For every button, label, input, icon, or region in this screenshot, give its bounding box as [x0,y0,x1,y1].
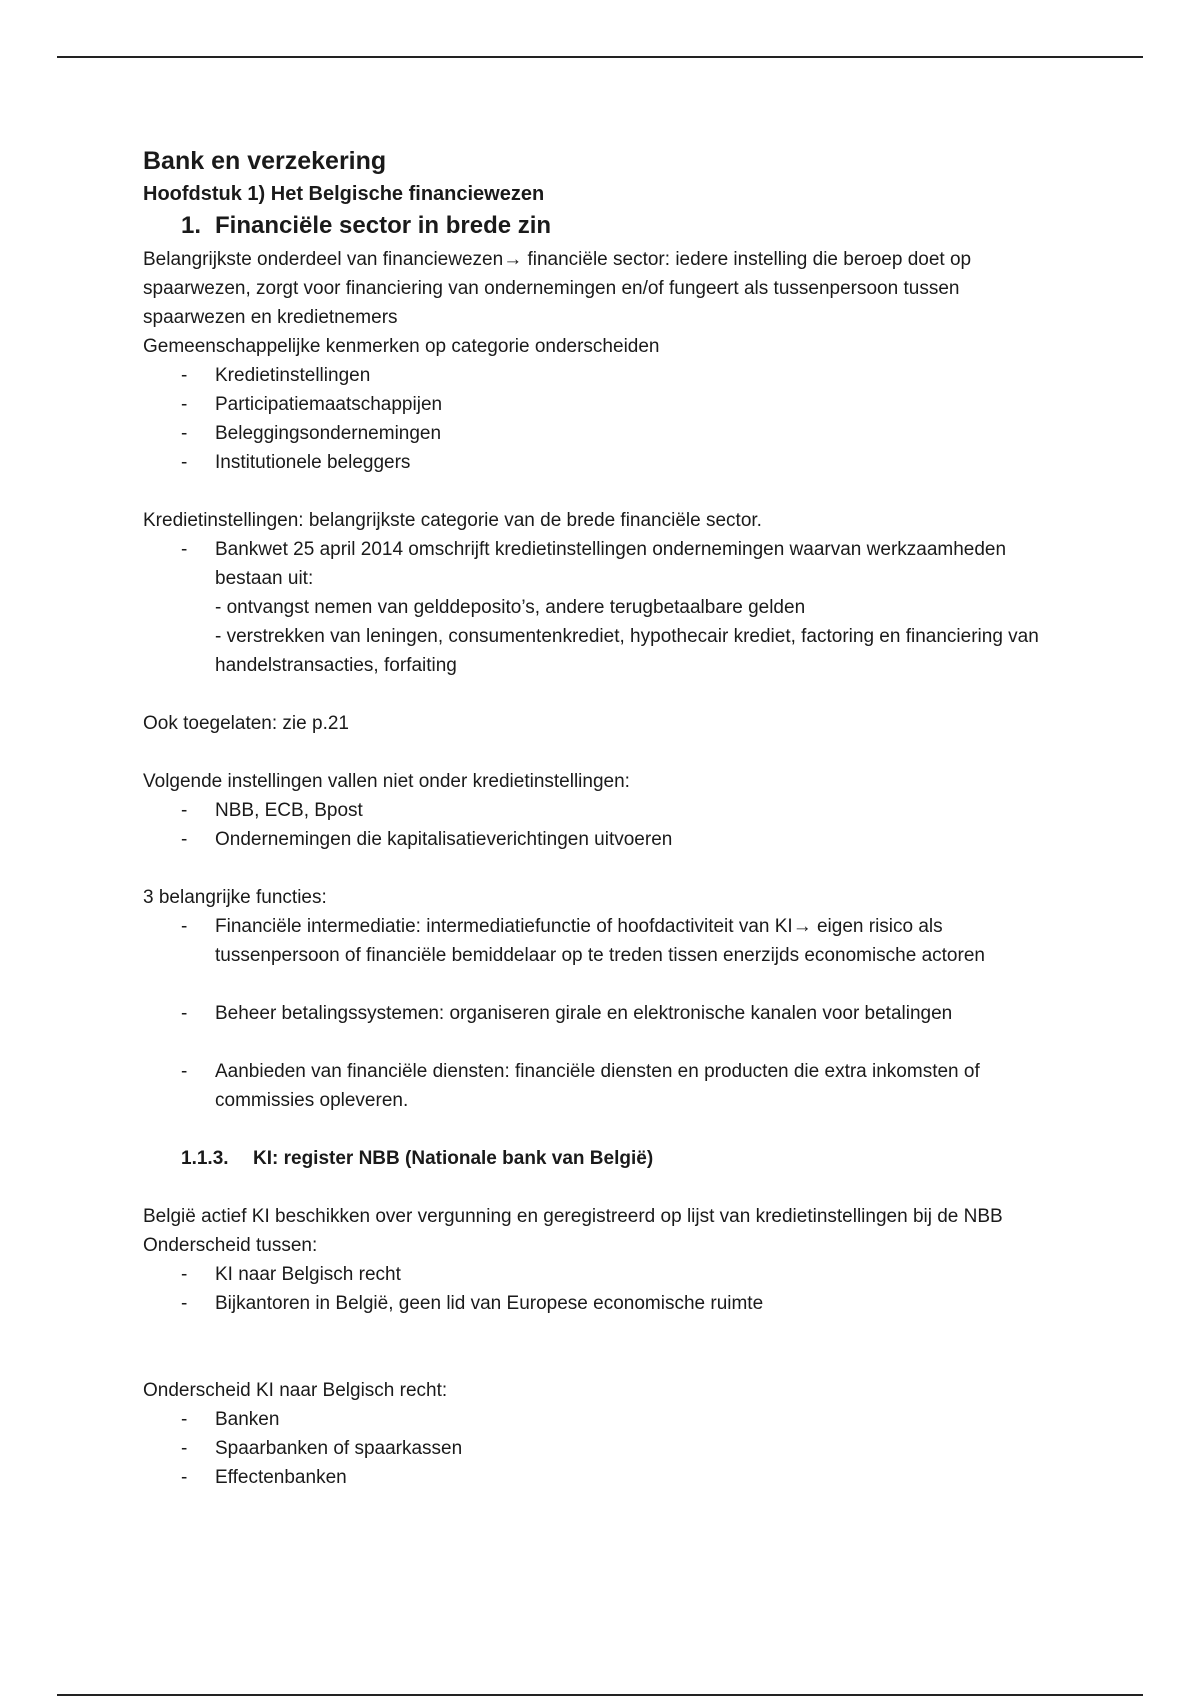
list-item [143,1405,1063,1434]
bankwet-list [143,535,1063,680]
list-item [143,1463,1063,1492]
categories-intro: Gemeenschappelijke kenmerken op categorie onderscheiden [143,336,660,357]
ook-toegelaten: Ook toegelaten: zie p.21 [143,713,349,734]
list-item [143,448,1063,477]
dash-marker: - [181,829,188,850]
categories-list [143,361,1063,477]
dash-marker: - [181,1264,188,1285]
dash-marker: - [181,1293,188,1314]
bankwet-sub-item: - ontvangst nemen van gelddeposito’s, andere terugbetaalbare gelden [215,597,806,618]
intro-paragraph [143,245,1063,332]
function1-text-a: Financiële intermediatie: intermediatiefunctie of hoofdactiviteit van KI [215,916,793,937]
list-item-text [215,535,1063,680]
list-item [143,796,1063,825]
list-item [143,535,1063,680]
list-item-text: Bijkantoren in België, geen lid van Europese economische ruimte [215,1293,764,1314]
functions-list [143,1057,1063,1115]
list-item-text: Banken [215,1409,280,1430]
footer-rule [57,1694,1143,1696]
list-item-text: Beheer betalingssystemen: organiseren girale en elektronische kanalen voor betalingen [215,1003,953,1024]
list-item-text: KI naar Belgisch recht [215,1264,401,1285]
list-item-text: Aanbieden van financiële diensten: financiële diensten en producten die extra inkomsten of commissies opleveren. [215,1061,980,1111]
intro-text-a: Belangrijkste onderdeel van financiewezen [143,249,504,270]
ki-definition: Kredietinstellingen: belangrijkste categorie van de brede financiële sector. [143,510,762,531]
functions-list [143,912,1063,970]
header-rule [57,56,1143,58]
dash-marker: - [181,800,188,821]
list-item-text: NBB, ECB, Bpost [215,800,363,821]
chapter-heading: Hoofdstuk 1) Het Belgische financiewezen [143,183,545,205]
dash-marker: - [181,452,188,473]
list-item-text: Beleggingsondernemingen [215,423,442,444]
arrow-icon: → [792,916,812,937]
bankwet-text: Bankwet 25 april 2014 omschrijft kredietinstellingen ondernemingen waarvan werkzaamheden bestaan uit: [215,539,1007,589]
dash-marker: - [181,1003,188,1024]
dash-marker: - [181,394,188,415]
belgie-paragraph: België actief KI beschikken over vergunning en geregistreerd op lijst van kredietinstellingen bij de NBB [143,1206,1003,1227]
dash-marker: - [181,916,188,937]
list-item-text: Institutionele beleggers [215,452,411,473]
list-item-text: Participatiemaatschappijen [215,394,443,415]
not-ki-list [143,796,1063,854]
intro-text-b: financiële sector: iedere instelling die beroep doet op spaarwezen, zorgt voor financiering van ondernemingen en/of fungeert als tussenpersoon tussen spaarwezen en kredietnemers [143,249,972,328]
list-item-text: Ondernemingen die kapitalisatieverichtingen uitvoeren [215,829,673,850]
list-item-text: Spaarbanken of spaarkassen [215,1438,463,1459]
functions-intro: 3 belangrijke functies: [143,887,327,908]
dash-marker: - [181,423,188,444]
onderscheid-intro: Onderscheid tussen: [143,1235,318,1256]
list-item [143,361,1063,390]
bankwet-sub-item: - verstrekken van leningen, consumentenkrediet, hypothecair krediet, factoring en financiering van handelstransacties, forfaiting [215,626,1039,676]
dash-marker: - [181,1409,188,1430]
function1-text-b: eigen risico als tussenpersoon of financiële bemiddelaar op te treden tissen enerzijds economische actoren [215,916,985,966]
onderscheid-list [143,1260,1063,1318]
list-item [143,390,1063,419]
list-item [143,999,1063,1028]
subsection-title: KI: register NBB (Nationale bank van België) [253,1148,654,1169]
list-item-text: Kredietinstellingen [215,365,371,386]
functions-list [143,999,1063,1028]
list-item-text [215,912,1063,970]
section-title: Financiële sector in brede zin [215,212,552,239]
list-item [143,1260,1063,1289]
document-title: Bank en verzekering [143,147,387,175]
section-heading [181,209,1063,243]
list-item [143,1434,1063,1463]
subsection-number: 1.1.3. [181,1148,229,1169]
dash-marker: - [181,1061,188,1082]
arrow-icon: → [503,249,523,270]
list-item [143,1289,1063,1318]
list-item [143,1057,1063,1115]
document-body [143,143,1063,1492]
dash-marker: - [181,1438,188,1459]
list-item-text: Effectenbanken [215,1467,347,1488]
onderscheid-ki-intro: Onderscheid KI naar Belgisch recht: [143,1380,448,1401]
subsection-heading [181,1144,1063,1173]
section-number: 1. [181,212,202,239]
dash-marker: - [181,365,188,386]
list-item [143,912,1063,970]
not-ki-intro: Volgende instellingen vallen niet onder kredietinstellingen: [143,771,630,792]
banks-list [143,1405,1063,1492]
dash-marker: - [181,1467,188,1488]
list-item [143,825,1063,854]
dash-marker: - [181,539,188,560]
list-item [143,419,1063,448]
